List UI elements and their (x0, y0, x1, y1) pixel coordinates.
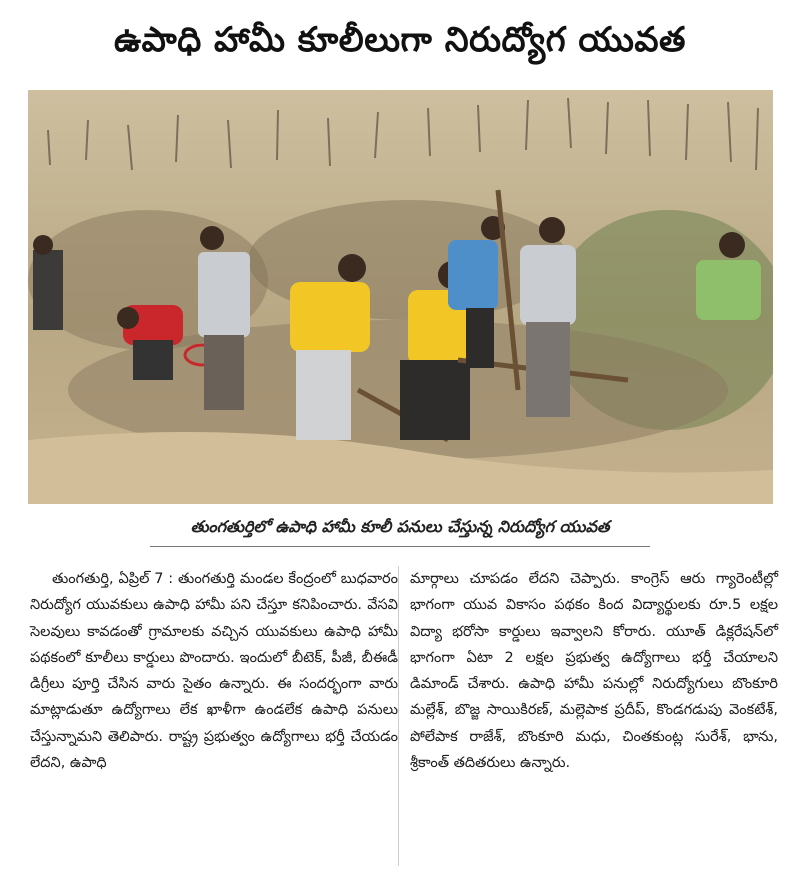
photo-caption: తుంగతుర్తిలో ఉపాధి హామీ కూలీ పనులు చేస్తున్న నిరుద్యోగ యువత (190, 517, 610, 536)
article-body-left: తుంగతుర్తి, ఏప్రిల్ 7 : తుంగతుర్తి మండల కేంద్రంలో బుధవారం నిరుద్యోగ యువకులు ఉపాధి హామీ పని చేస్తూ కనిపించారు. వేసవి సెలవులు కావడంతో గ్రామాలకు వచ్చిన యువకులు ఉపాధి హామీ పథకంలో కూలీలు కార్డులు పొందారు. ఇందులో బీటెక్, పీజీ, బీఈడీ డిగ్రీలు పూర్తి చేసిన వారు సైతం ఉన్నారు. ఈ సందర్భంగా వారు మాట్లాడుతూ ఉద్యోగాలు లేక ఖాళీగా ఉండలేక ఉపాధి పనులు చేస్తున్నామని తెలిపారు. రాష్ట్ర ప్రభుత్వం ఉద్యోగాలు భర్తీ చేయడం లేదని, ఉపాధి (30, 571, 398, 772)
news-photo (28, 90, 773, 504)
headline: ఉపాధి హామీ కూలీలుగా నిరుద్యోగ యువత (114, 20, 686, 60)
worker-3 (198, 226, 250, 410)
column-divider (398, 566, 399, 866)
article-body-right: మార్గాలు చూపడం లేదని చెప్పారు. కాంగ్రెస్ ఆరు గ్యారెంటీల్లో భాగంగా యువ వికాసం పథకం కింద విద్యార్థులకు రూ.5 లక్షల విద్యా భరోసా కార్డులు ఇవ్వాలని కోరారు. యూత్ డిక్లరేషన్‌లో భాగంగా ఏటా 2 లక్షల ప్రభుత్వ ఉద్యోగాలు భర్తీ చేయాలని డిమాండ్ చేశారు. ఉపాధి హామీ పనుల్లో నిరుద్యోగులు బొంకూరి మల్లేశ్, బొజ్జ సాయికిరణ్, మల్లెపాక ప్రదీప్, కొండగడుపు వెంకటేశ్, పోలేపాక రాజేశ్, బొంకూరి మధు, చింతకుంట్ల సురేశ్, భాను, శ్రీకాంత్ తదితరులు ఉన్నారు. (410, 571, 778, 772)
caption-divider (150, 546, 650, 547)
worker-7 (520, 217, 576, 417)
